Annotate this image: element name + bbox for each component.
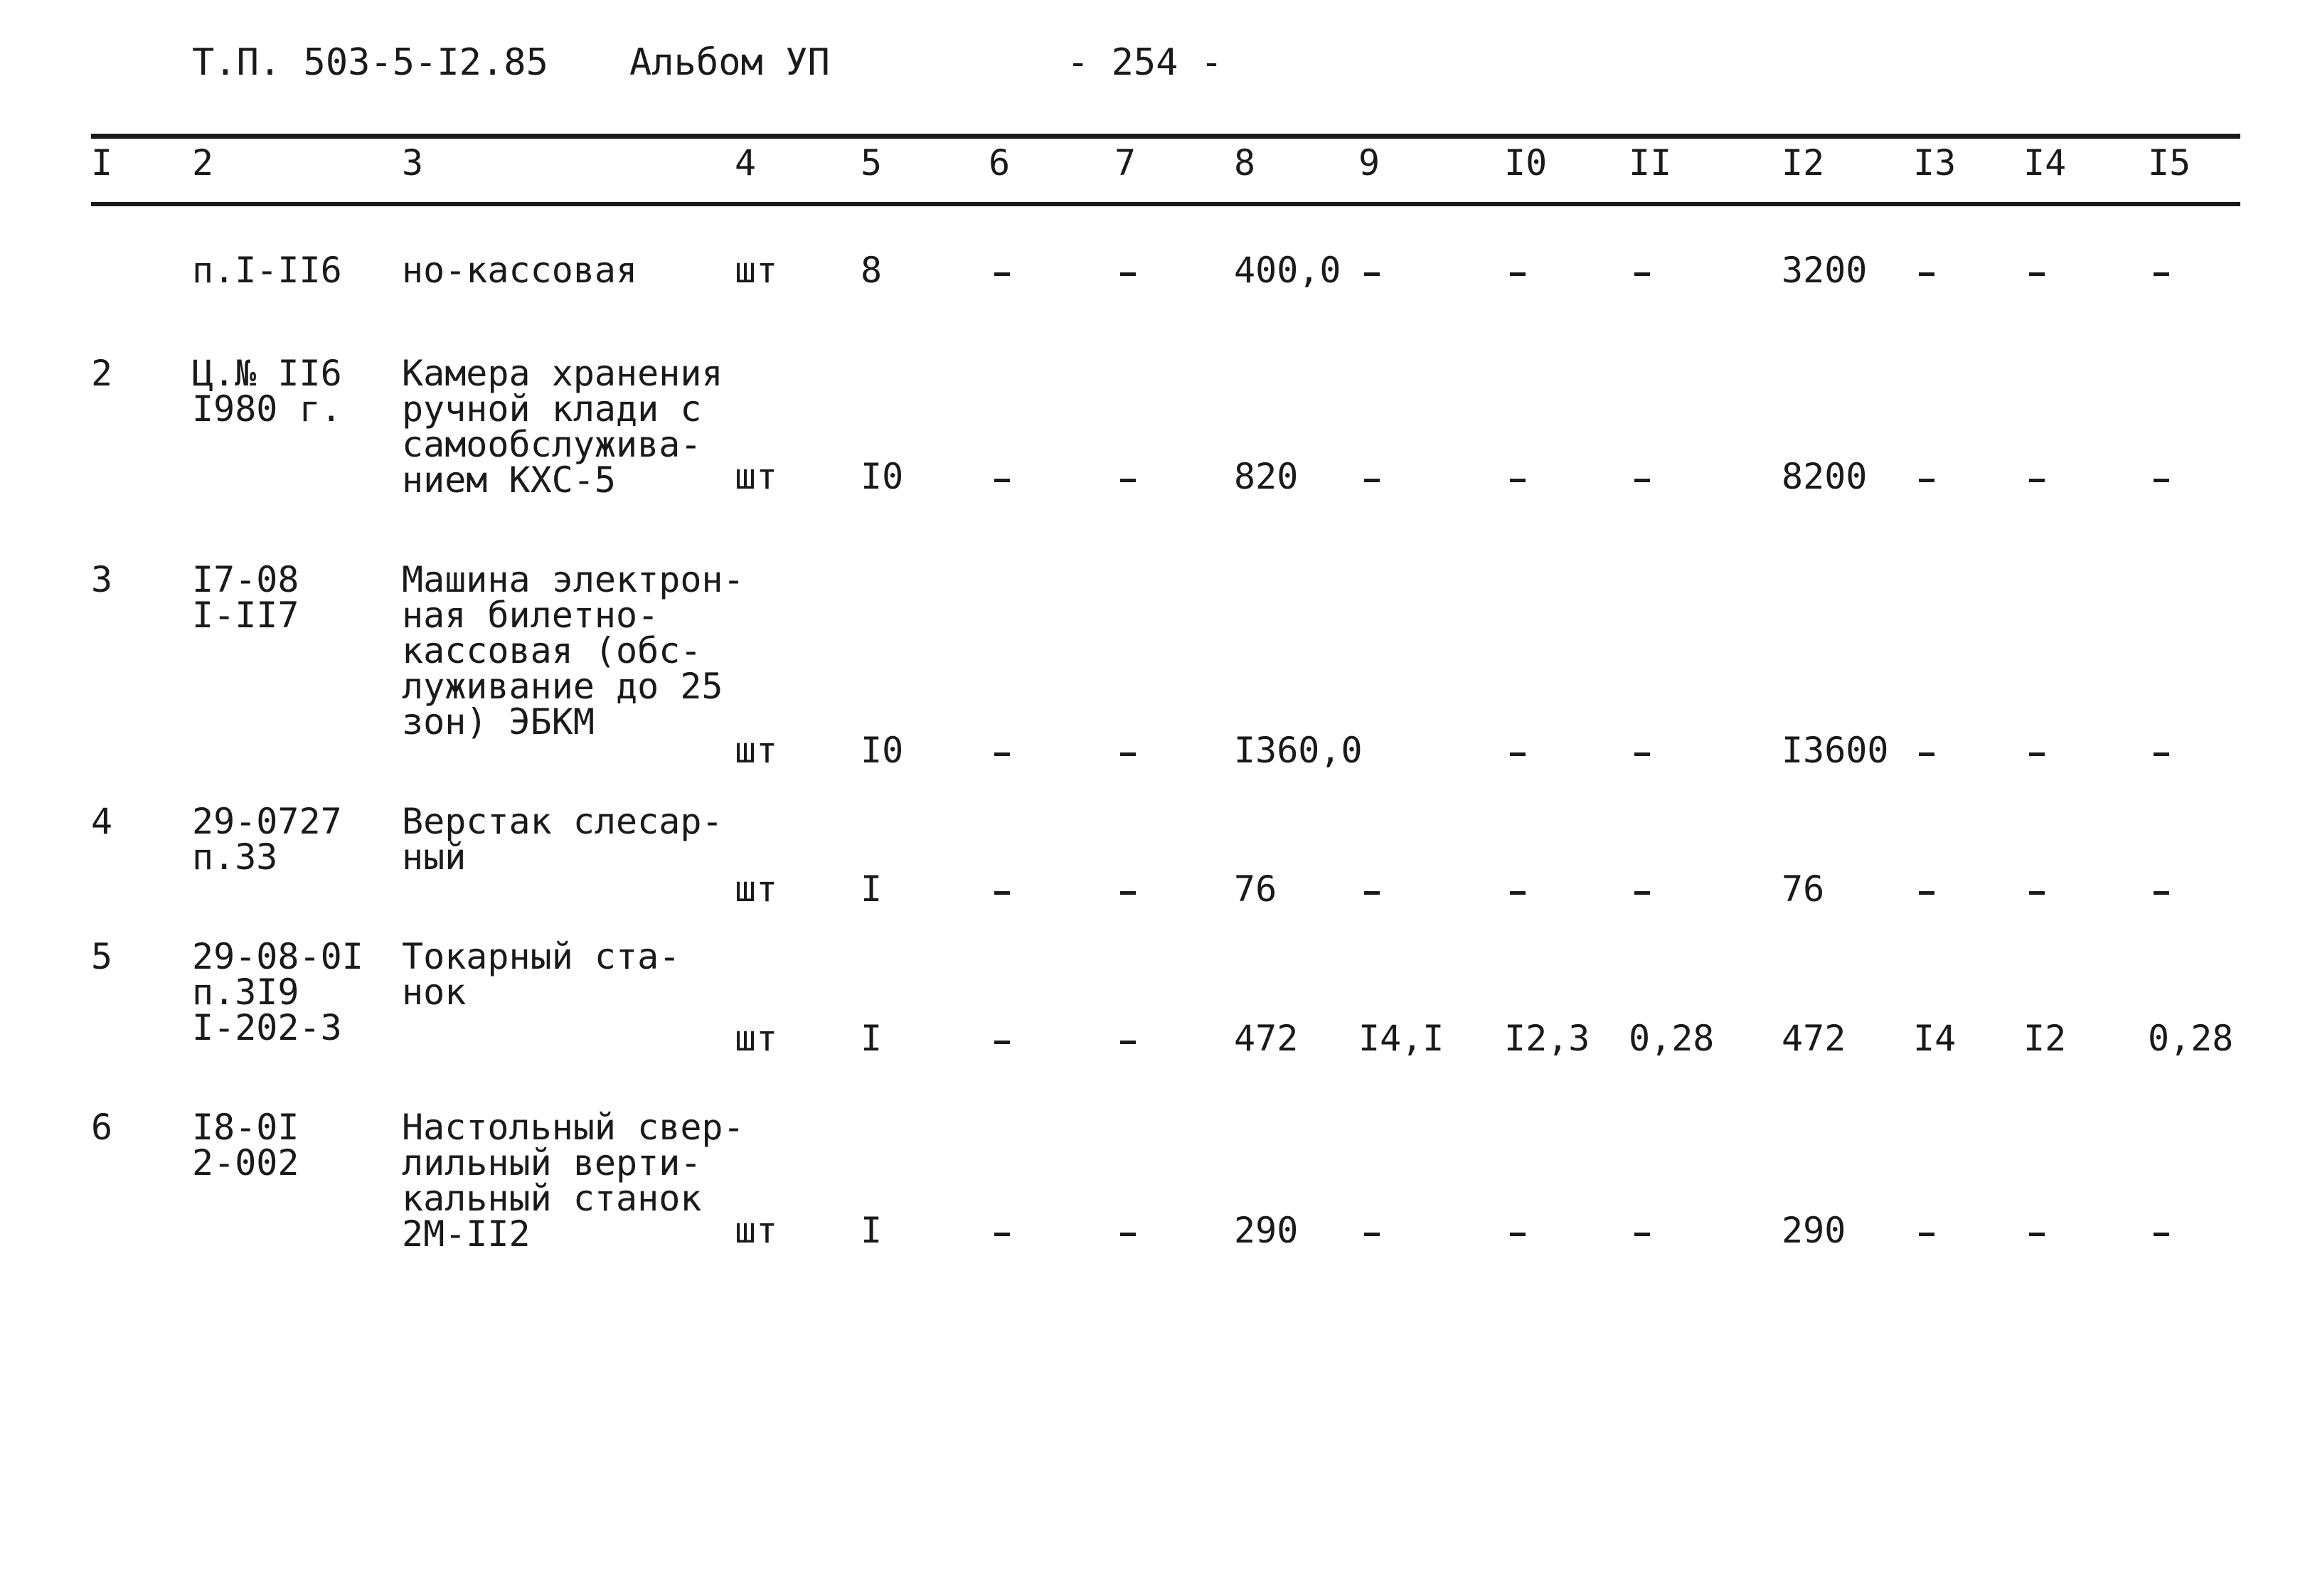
col15-cell — [2154, 752, 2169, 756]
col9-cell — [1364, 479, 1380, 482]
column-number: 4 — [735, 142, 757, 183]
name-cell: Настольный свер- лильный верти- кальный станок 2М-II2 — [402, 1107, 745, 1255]
col13-cell — [1919, 479, 1934, 482]
col15-cell: 0,28 — [2148, 1018, 2234, 1059]
column-number: 5 — [861, 142, 883, 183]
col7-cell — [1120, 272, 1136, 276]
col13-cell — [1919, 752, 1934, 756]
col14-cell — [2029, 891, 2045, 895]
code-cell: 29-0727 п.33 — [192, 801, 342, 878]
col7-cell — [1120, 479, 1136, 482]
column-number: 6 — [989, 142, 1011, 183]
col8-cell: I360,0 — [1234, 730, 1363, 771]
col8-cell: 472 — [1234, 1018, 1299, 1059]
column-number: 8 — [1234, 142, 1256, 183]
col15-cell — [2154, 272, 2169, 276]
col8-cell: 290 — [1234, 1210, 1299, 1251]
col6-cell — [994, 479, 1010, 482]
col6-cell — [994, 272, 1010, 276]
col13-cell: I4 — [1913, 1018, 1957, 1059]
col14-cell — [2029, 752, 2045, 756]
qty-cell: I0 — [861, 456, 904, 497]
column-number: I5 — [2148, 142, 2191, 183]
col9-cell — [1364, 891, 1380, 895]
col11-cell — [1634, 479, 1650, 482]
col10-cell — [1510, 272, 1526, 276]
col12-cell: I3600 — [1782, 730, 1889, 771]
row-number: 4 — [91, 801, 113, 842]
col9-cell: I4,I — [1358, 1018, 1444, 1059]
column-number: II — [1629, 142, 1672, 183]
unit-cell: шт — [735, 456, 778, 497]
code-cell: 29-08-0I п.3I9 I-202-3 — [192, 936, 363, 1048]
name-cell: но-кассовая — [402, 250, 638, 291]
unit-cell: шт — [735, 730, 778, 771]
top-rule — [91, 134, 2240, 139]
col11-cell — [1634, 891, 1650, 895]
column-number: 3 — [402, 142, 424, 183]
col14-cell: I2 — [2023, 1018, 2067, 1059]
doc-number: Т.П. 503-5-I2.85 — [192, 41, 548, 84]
col11-cell — [1634, 272, 1650, 276]
album-label: Альбом УП — [629, 41, 830, 84]
unit-cell: шт — [735, 1018, 778, 1059]
header-rule — [91, 202, 2240, 206]
col7-cell — [1120, 891, 1136, 895]
col14-cell — [2029, 272, 2045, 276]
code-cell: I8-0I 2-002 — [192, 1107, 299, 1183]
col8-cell: 76 — [1234, 868, 1277, 910]
column-number: I3 — [1913, 142, 1957, 183]
col15-cell — [2154, 479, 2169, 482]
qty-cell: 8 — [861, 250, 883, 291]
col12-cell: 472 — [1782, 1018, 1846, 1059]
col8-cell: 400,0 — [1234, 250, 1341, 291]
col12-cell: 8200 — [1782, 456, 1868, 497]
code-cell: п.I-II6 — [192, 250, 342, 291]
unit-cell: шт — [735, 868, 778, 910]
column-number: I0 — [1504, 142, 1548, 183]
row-number: 5 — [91, 936, 113, 977]
row-number: 3 — [91, 559, 113, 600]
col10-cell: I2,3 — [1504, 1018, 1590, 1059]
col6-cell — [994, 1233, 1010, 1236]
col6-cell — [994, 891, 1010, 895]
col11-cell — [1634, 1233, 1650, 1236]
col13-cell — [1919, 1233, 1934, 1236]
column-number: I4 — [2023, 142, 2067, 183]
col13-cell — [1919, 891, 1934, 895]
column-number: I — [91, 142, 113, 183]
col15-cell — [2154, 891, 2169, 895]
col11-cell — [1634, 752, 1650, 756]
column-number: I2 — [1782, 142, 1825, 183]
code-cell: Ц.№ II6 I980 г. — [192, 353, 342, 430]
col6-cell — [994, 1041, 1010, 1044]
col6-cell — [994, 752, 1010, 756]
col10-cell — [1510, 479, 1526, 482]
col7-cell — [1120, 752, 1136, 756]
code-cell: I7-08 I-II7 — [192, 559, 299, 636]
col12-cell: 3200 — [1782, 250, 1868, 291]
col12-cell: 76 — [1782, 868, 1825, 910]
qty-cell: I — [861, 1210, 883, 1251]
col10-cell — [1510, 1233, 1526, 1236]
col10-cell — [1510, 752, 1526, 756]
page-number: - 254 - — [1067, 41, 1223, 84]
col8-cell: 820 — [1234, 456, 1299, 497]
qty-cell: I0 — [861, 730, 904, 771]
col12-cell: 290 — [1782, 1210, 1846, 1251]
name-cell: Верстак слесар- ный — [402, 801, 723, 878]
col15-cell — [2154, 1233, 2169, 1236]
column-number: 9 — [1358, 142, 1380, 183]
col9-cell — [1364, 272, 1380, 276]
row-number: 6 — [91, 1107, 113, 1148]
unit-cell: шт — [735, 250, 778, 291]
col7-cell — [1120, 1233, 1136, 1236]
name-cell: Токарный ста- нок — [402, 936, 681, 1013]
unit-cell: шт — [735, 1210, 778, 1251]
col9-cell — [1364, 1233, 1380, 1236]
column-number: 7 — [1114, 142, 1137, 183]
qty-cell: I — [861, 868, 883, 910]
name-cell: Машина электрон- ная билетно- кассовая (обс- луживание до 25 зон) ЭБКМ — [402, 559, 745, 743]
col13-cell — [1919, 272, 1934, 276]
name-cell: Камера хранения ручной клади с самообслужива- нием КХС-5 — [402, 353, 723, 501]
col14-cell — [2029, 479, 2045, 482]
col10-cell — [1510, 891, 1526, 895]
qty-cell: I — [861, 1018, 883, 1059]
col7-cell — [1120, 1041, 1136, 1044]
col14-cell — [2029, 1233, 2045, 1236]
column-number: 2 — [192, 142, 214, 183]
row-number: 2 — [91, 353, 113, 394]
col11-cell: 0,28 — [1629, 1018, 1715, 1059]
